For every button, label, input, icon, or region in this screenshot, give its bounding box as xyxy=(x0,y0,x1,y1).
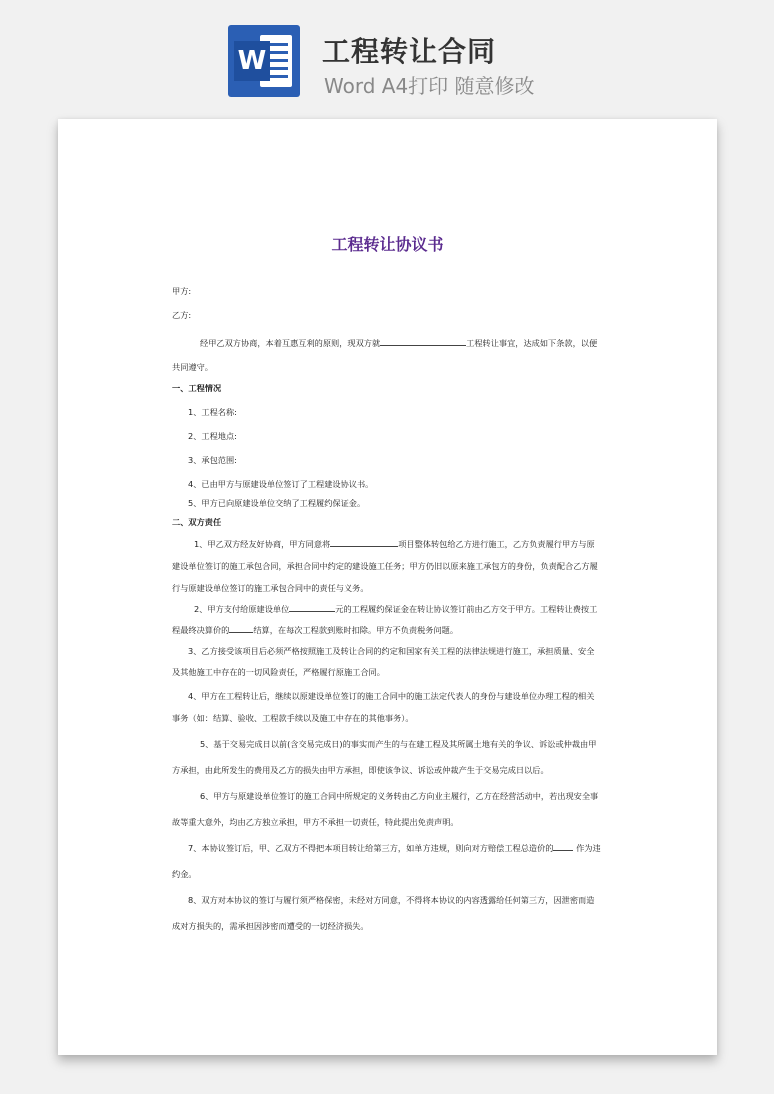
clause-3: 3、乙方接受该项目后必须严格按照施工及转让合同的约定和国家有关工程的法律法规进行施工，承担质量、安全及其他施工中存在的一切风险责任，严格履行原施工合同。 xyxy=(172,646,595,677)
document-page xyxy=(58,119,717,1055)
section-heading: 一、工程情况 xyxy=(172,383,222,393)
document-title: 工程转让协议书 xyxy=(331,235,444,254)
header-title: 工程转让合同 xyxy=(322,35,497,68)
document-body xyxy=(172,285,602,939)
clause-2: 2、甲方支付给原建设单位 元的工程履约保证金在转让协议签订前由乙方交于甲方。工程转让费按工程最终决算价的 结算，在每次工程款到账时扣除。甲方不负责税务问题。 xyxy=(172,604,598,635)
list-item: 2、工程地点: xyxy=(188,431,237,441)
word-icon xyxy=(228,25,300,97)
clause-4: 4、甲方在工程转让后，继续以原建设单位签订的施工合同中的施工法定代表人的身份与建设单位办理工程的相关事务（如：结算、验收、工程款手续以及施工中存在的其他事务）。 xyxy=(172,691,595,723)
party-a: 甲方: xyxy=(172,286,192,296)
section-heading: 二、双方责任 xyxy=(172,517,222,527)
header xyxy=(0,0,774,110)
clause-8: 8、双方对本协议的签订与履行须严格保密，未经对方同意，不得将本协议的内容透露给任何第三方，因泄密而造成对方损失的，需承担因涉密而遭受的一切经济损失。 xyxy=(172,895,595,931)
list-item: 1、工程名称: xyxy=(188,407,237,417)
clause-1: 1、甲乙双方经友好协商，甲方同意将 项目整体转包给乙方进行施工，乙方负责履行甲方与原建设单位签订的施工承包合同，承担合同中约定的建设施工任务；甲方仍旧以原来施工承包方的身份，负责配合乙方履行与原建设单位签订的施工承包合同中的责任与义务。 xyxy=(172,539,598,593)
intro-paragraph: 经甲乙双方协商，本着互惠互利的原则，现双方就 工程转让事宜，达成如下条款，以便共同遵守。 xyxy=(172,338,598,372)
list-item: 3、承包范围: xyxy=(188,455,237,465)
header-subtitle: Word A4打印 随意修改 xyxy=(324,74,535,98)
clause-5: 5、基于交易完成日以前(含交易完成日)的事实而产生的与在建工程及其所属土地有关的争议、诉讼或仲裁由甲方承担，由此所发生的费用及乙方的损失由甲方承担，即使该争议、诉讼或仲裁产生于交易完成日以后。 xyxy=(172,739,597,775)
word-logo-letter: W xyxy=(234,41,270,81)
clause-6: 6、甲方与原建设单位签订的施工合同中所规定的义务转由乙方向业主履行，乙方在经营活动中，若出现安全事故等重大意外，均由乙方独立承担，甲方不承担一切责任，特此提出免责声明。 xyxy=(172,791,599,827)
list-item: 4、已由甲方与原建设单位签订了工程建设协议书。 xyxy=(188,479,374,489)
list-item: 5、甲方已向原建设单位交纳了工程履约保证金。 xyxy=(188,498,366,508)
clause-7: 7、本协议签订后，甲、乙双方不得把本项目转让给第三方，如单方违规，则向对方赔偿工程总造价的 作为违约金。 xyxy=(172,843,601,879)
party-b: 乙方: xyxy=(172,310,192,320)
